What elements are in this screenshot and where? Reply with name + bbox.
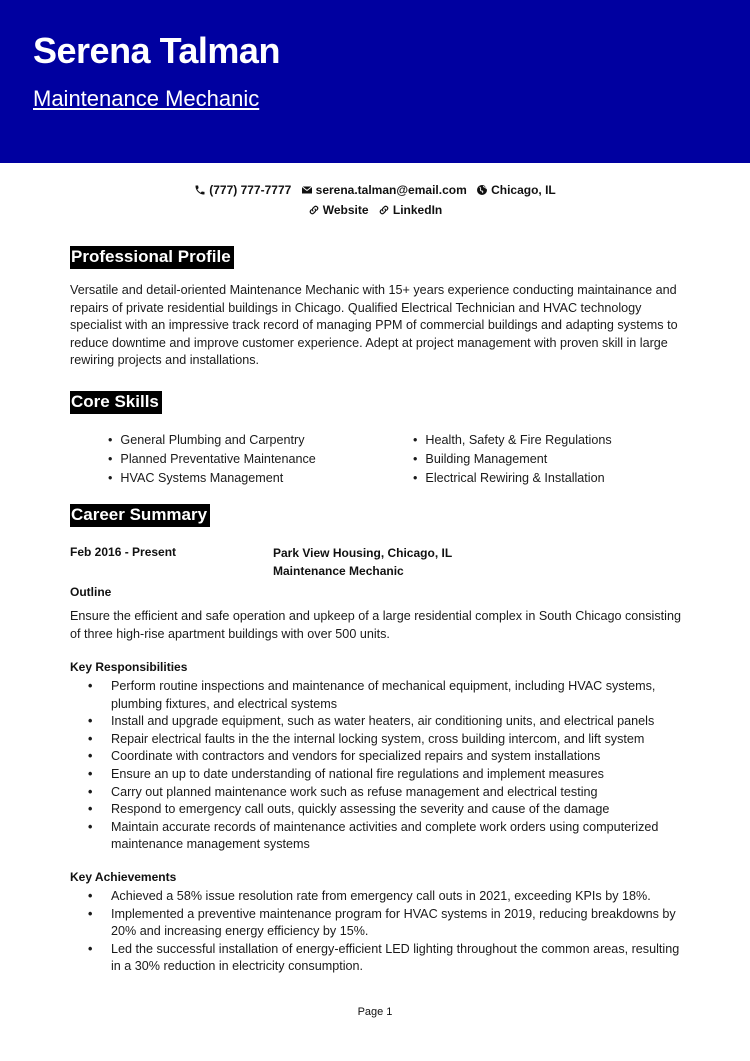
profile-heading: Professional Profile xyxy=(70,246,234,269)
skill-item: • Health, Safety & Fire Regulations xyxy=(415,431,612,450)
outline-text: Ensure the efficient and safe operation and upkeep of a large residential complex in South Chicago consisting of three high-rise apartment buildings with over 500 units. xyxy=(70,609,681,641)
skill-item: • Electrical Rewiring & Installation xyxy=(415,469,612,488)
location-text: Chicago, IL xyxy=(491,183,556,197)
header-banner xyxy=(0,0,750,163)
website-text: Website xyxy=(322,203,369,217)
skills-column-left xyxy=(110,431,316,488)
link-icon xyxy=(308,204,320,216)
location-item xyxy=(476,183,556,197)
responsibilities-list xyxy=(70,678,685,854)
phone-icon xyxy=(194,184,206,196)
list-item: • Respond to emergency call outs, quickly assessing the severity and cause of the damage xyxy=(70,801,685,819)
list-item: • Coordinate with contractors and vendors for specialized repairs and system installations xyxy=(70,748,685,766)
list-item: • Maintain accurate records of maintenance activities and complete work orders using computerized maintenance management systems xyxy=(70,819,685,854)
achievements-label: Key Achievements xyxy=(70,870,177,884)
globe-icon xyxy=(476,184,488,196)
skills-column-right xyxy=(415,431,612,488)
list-item: • Achieved a 58% issue resolution rate from emergency call outs in 2021, exceeding KPIs by 18%. xyxy=(70,888,685,906)
phone-text: (777) 777-7777 xyxy=(209,183,292,197)
outline-label: Outline xyxy=(70,585,112,599)
list-item: • Led the successful installation of energy-efficient LED lighting throughout the common areas, resulting in a 30% reduction in electricity consumption. xyxy=(70,941,685,976)
job-employer-block xyxy=(273,544,452,580)
candidate-title: Maintenance Mechanic xyxy=(33,86,260,111)
contact-line-1 xyxy=(0,183,750,199)
linkedin-link[interactable] xyxy=(378,203,442,217)
achievements-list xyxy=(70,888,685,976)
list-item: • Ensure an up to date understanding of national fire regulations and implement measures xyxy=(70,766,685,784)
job-position: Maintenance Mechanic xyxy=(273,564,404,578)
list-item: • Perform routine inspections and maintenance of mechanical equipment, including HVAC systems, plumbing fixtures, and electrical systems xyxy=(70,678,685,713)
website-link[interactable] xyxy=(308,203,369,217)
envelope-icon xyxy=(301,184,313,196)
link-icon xyxy=(378,204,390,216)
job-employer: Park View Housing, Chicago, IL xyxy=(273,546,453,560)
list-item: • Install and upgrade equipment, such as water heaters, air conditioning units, and electrical panels xyxy=(70,713,685,731)
email-text: serena.talman@email.com xyxy=(315,183,467,197)
job-dates: Feb 2016 - Present xyxy=(70,545,177,559)
phone-item xyxy=(194,183,291,197)
contact-line-2 xyxy=(0,203,750,219)
list-item: • Implemented a preventive maintenance program for HVAC systems in 2019, reducing breakdowns by 20% and increasing energy efficiency by 15%. xyxy=(70,906,685,941)
list-item: • Repair electrical faults in the the internal locking system, cross building intercom, and lift system xyxy=(70,731,685,749)
linkedin-text: LinkedIn xyxy=(392,203,443,217)
career-heading: Career Summary xyxy=(70,504,210,527)
skills-heading: Core Skills xyxy=(70,391,162,414)
email-item[interactable] xyxy=(301,183,467,197)
skill-item: • HVAC Systems Management xyxy=(110,469,316,488)
responsibilities-label: Key Responsibilities xyxy=(70,660,188,674)
profile-text: Versatile and detail-oriented Maintenance Mechanic with 15+ years experience conducting maintainance and repairs of private residential buildings in Chicago. Qualified Electrical Technician and HVAC technology specialist with an impressive track record of managing PPM of commercial buildings and adapting systems to reduce downtime and improve customer experience. Adept at project management with proven skill in large rewiring projects and installations. xyxy=(70,283,678,368)
page-number: Page 1 xyxy=(357,1006,393,1018)
list-item: • Carry out planned maintenance work such as refuse management and electrical testing xyxy=(70,784,685,802)
skill-item: • Building Management xyxy=(415,450,612,469)
skill-item: • Planned Preventative Maintenance xyxy=(110,450,316,469)
candidate-name: Serena Talman xyxy=(33,30,280,71)
skill-item: • General Plumbing and Carpentry xyxy=(110,431,316,450)
